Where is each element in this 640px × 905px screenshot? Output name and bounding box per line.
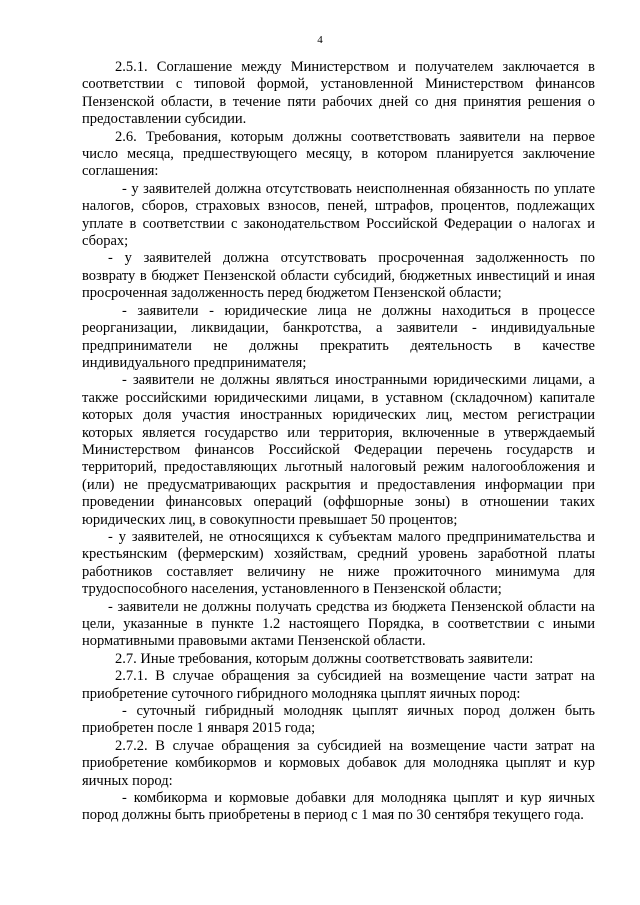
list-item-reorganization: - заявители - юридические лица не должны находиться в процессе реорганизации, ликвидации, банкротства, а заявители - индивидуальные предприниматели не должны прекратить деятельность в качестве индивидуального предпринимателя;: [82, 302, 595, 371]
list-item-salary-level: - у заявителей, не относящихся к субъектам малого предпринимательства и крестьянским (фермерским) хозяйствам, средний уровень заработной платы работников составляет величину не ниже прожиточного минимума для трудоспособного населения, установленного в Пензенской области;: [82, 528, 595, 598]
list-item-foreign-entities: - заявители не должны являться иностранными юридическими лицами, а также российскими юридическими лицами, в уставном (складочном) капитале которых доля участия иностранных юридических лиц, местом регистрации которых является государство или территория, включенные в утверждаемый Министерством финансов Российской Федерации перечень государств и территорий, предоставляющих льготный налоговый режим налогообложения и (или) не предусматривающих раскрытия и предоставления информации при проведении финансовых операций (оффшорные зоны) в отношении таких юридических лиц, в совокупности превышает 50 процентов;: [82, 372, 595, 528]
document-body: [82, 59, 595, 825]
list-item-tax-obligations: - у заявителей должна отсутствовать неисполненная обязанность по уплате налогов, сборов, страховых взносов, пеней, штрафов, процентов, подлежащих уплате в соответствии с законодательством Российской Федерации о налогах и сборах;: [82, 180, 595, 250]
list-item-overdue-debt: - у заявителей должна отсутствовать просроченная задолженность по возврату в бюджет Пензенской области субсидий, бюджетных инвестиций и иная просроченная задолженность перед бюджетом Пензенской области;: [82, 250, 595, 302]
list-item-chicks-date: - суточный гибридный молодняк цыплят яичных пород должен быть приобретен после 1 января 2015 года;: [82, 703, 595, 737]
page-number: 4: [317, 34, 323, 46]
paragraph-2-6: 2.6. Требования, которым должны соответствовать заявители на первое число месяца, предшествующего месяцу, в котором планируется заключение соглашения:: [82, 128, 595, 180]
list-item-no-other-funds: - заявители не должны получать средства из бюджета Пензенской области на цели, указанные в пункте 1.2 настоящего Порядка, в соответствии с иными нормативными правовыми актами Пензенской области.: [82, 598, 595, 650]
paragraph-2-7-2: 2.7.2. В случае обращения за субсидией на возмещение части затрат на приобретение комбикормов и кормовых добавок для молодняка цыплят и кур яичных пород:: [82, 737, 595, 789]
paragraph-2-5-1: 2.5.1. Соглашение между Министерством и получателем заключается в соответствии с типовой формой, установленной Министерством финансов Пензенской области, в течение пяти рабочих дней со дня принятия решения о предоставлении субсидии.: [82, 59, 595, 128]
paragraph-2-7: 2.7. Иные требования, которым должны соответствовать заявители:: [115, 650, 534, 667]
list-item-feed-period: - комбикорма и кормовые добавки для молодняка цыплят и кур яичных пород должны быть приобретены в период с 1 мая по 30 сентября текущего года.: [82, 790, 595, 824]
paragraph-2-7-1: 2.7.1. В случае обращения за субсидией на возмещение части затрат на приобретение суточного гибридного молодняка цыплят яичных пород:: [82, 668, 595, 702]
